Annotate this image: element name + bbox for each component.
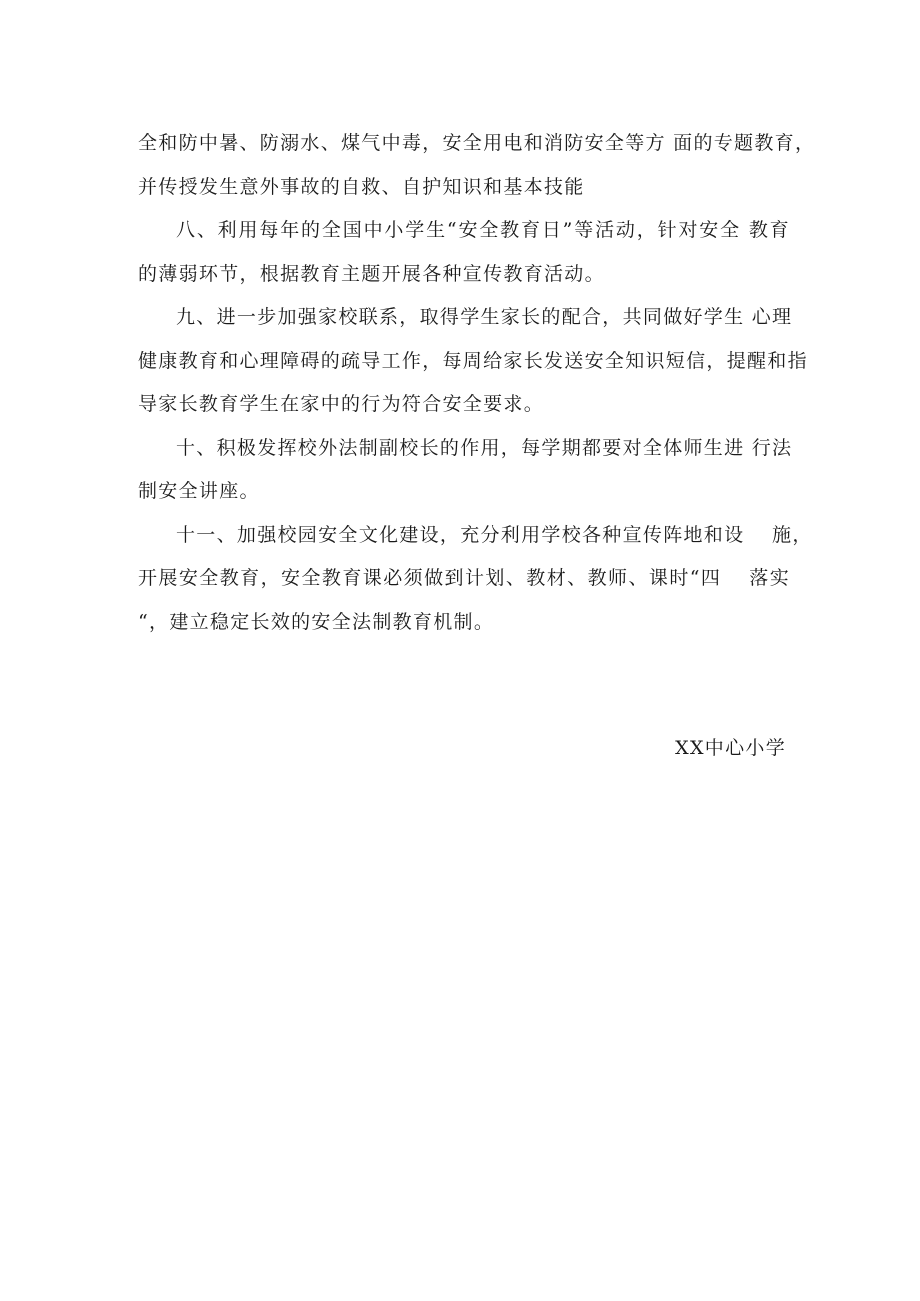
document-body (138, 122, 816, 644)
paragraph-11-line-3: “，建立稳定长效的安全法制教育机制。 (138, 610, 495, 633)
paragraph-11-line-2: 开展安全教育，安全教育课必须做到计划、教材、教师、课时“四 落实 (138, 567, 790, 589)
paragraph-9-line-3: 导家长教育学生在家中的行为符合安全要求。 (138, 393, 545, 415)
paragraph-8-line-1: 八、利用每年的全国中小学生“安全教育日”等活动，针对安全 教育 (176, 219, 790, 241)
paragraph-0-line-1: 全和防中暑、防溺水、煤气中毒，安全用电和消防安全等方 面的专题教育， (138, 132, 816, 154)
paragraph-8-line-2: 的薄弱环节，根据教育主题开展各种宣传教育活动。 (138, 262, 605, 285)
paragraph-10-line-1: 十、积极发挥校外法制副校长的作用，每学期都要对全体师生进 行法 (176, 436, 793, 459)
paragraph-0-line-2: 并传授发生意外事故的自救、自护知识和基本技能 (138, 175, 585, 198)
paragraph-9-line-2: 健康教育和心理障碍的疏导工作，每周给家长发送安全知识短信，提醒和指 (138, 349, 808, 372)
paragraph-10-line-2: 制安全讲座。 (138, 480, 260, 502)
signature-school-name: XX中心小学 (675, 737, 786, 759)
paragraph-9-line-1: 九、进一步加强家校联系，取得学生家长的配合，共同做好学生 心理 (176, 306, 793, 328)
paragraph-11-line-1: 十一、加强校园安全文化建设，充分利用学校各种宣传阵地和设 施， (176, 523, 813, 546)
